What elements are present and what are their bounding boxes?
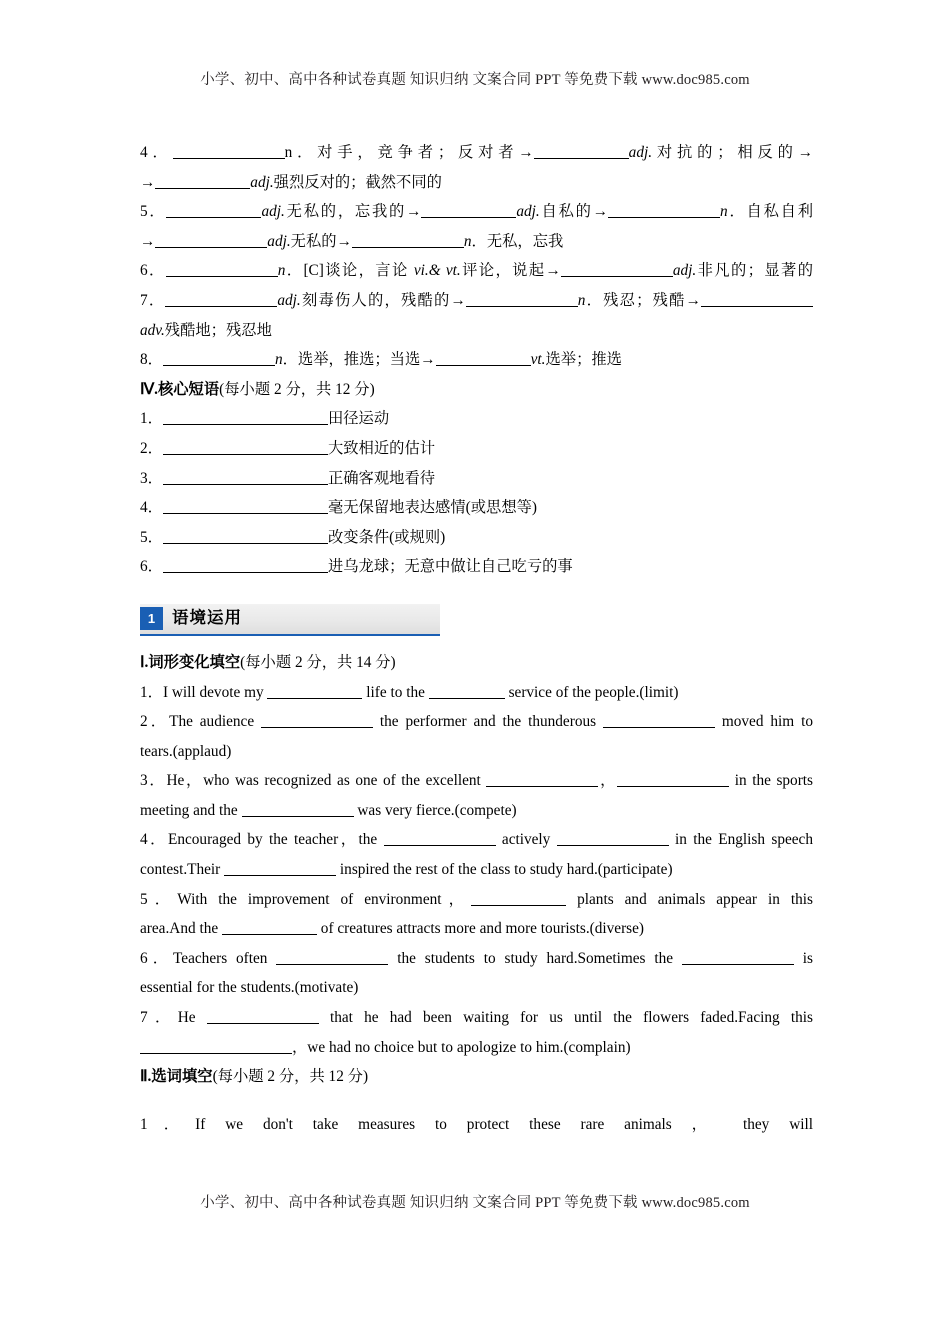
heading-roman: Ⅱ. <box>140 1068 152 1086</box>
item-text: He <box>177 1009 207 1027</box>
item-text: If we don't take measures to protect these rare animals ， they will <box>195 1115 813 1133</box>
item-text: 强烈反对的；截然不同的 <box>273 173 442 191</box>
heading-note: (每小题 2 分，共 14 分) <box>240 653 396 671</box>
word-formation-item-4-cont: → adj.强烈反对的；截然不同的 <box>140 173 442 191</box>
pos-tag: adv. <box>140 321 165 339</box>
item-number: 1． <box>140 1115 196 1133</box>
item-text: 评论，说起→ <box>460 262 561 280</box>
item-number: 5． <box>140 528 163 546</box>
heading-title: 词形变化填空 <box>148 653 241 671</box>
item-text: area.And the <box>140 920 222 938</box>
item-number: 4． <box>140 144 173 161</box>
heading-note: (每小题 2 分，共 12 分) <box>212 1068 369 1086</box>
item-text: 选举；推选 <box>545 351 622 369</box>
item-text: 正确客观地看待 <box>327 469 436 487</box>
part1-item-3-cont <box>140 796 813 826</box>
item-text: essential for the students.(motivate) <box>140 979 359 997</box>
fill-blank[interactable] <box>276 950 388 965</box>
part1-item-2-cont <box>140 737 813 767</box>
part1-item-7-cont <box>140 1033 813 1063</box>
pos-tag: adj. <box>516 203 540 221</box>
item-number: 2． <box>140 439 163 457</box>
word-formation-item-4 <box>140 138 813 168</box>
spacer <box>140 1092 813 1110</box>
core-phrase-item <box>140 523 813 553</box>
pos-tag: n <box>463 232 472 250</box>
item-number: 6． <box>140 262 166 280</box>
heading-title: 选词填空 <box>151 1068 213 1086</box>
item-text: 毫无保留地表达感情(或思想等) <box>327 499 538 517</box>
item-number: 5． <box>140 203 167 221</box>
pos-tag: adj. <box>628 144 653 161</box>
item-number: 4． <box>140 499 163 517</box>
item-text: contest.Their <box>140 861 225 879</box>
item-text: ．[C]谈论，言论 <box>285 262 414 280</box>
core-phrases-list <box>140 404 813 582</box>
pos-tag: adj. <box>261 203 285 221</box>
part1-item-2 <box>140 707 813 737</box>
pos-tag: adj. <box>250 173 274 191</box>
heading-note: (每小题 2 分，共 12 分) <box>219 380 375 398</box>
item-number: 6． <box>140 558 163 576</box>
fill-blank[interactable] <box>163 410 328 425</box>
word-formation-item-8 <box>140 345 813 375</box>
part1-item-6-cont <box>140 973 813 1003</box>
item-text: I will devote my <box>162 683 268 701</box>
item-text: He，who was recognized as one of the excellent <box>166 772 487 790</box>
fill-blank[interactable] <box>155 233 267 248</box>
fill-blank[interactable] <box>163 470 328 485</box>
part2-heading <box>140 1062 813 1092</box>
item-text: inspired the rest of the class to study hard.(participate) <box>336 861 673 879</box>
fill-blank[interactable] <box>163 440 328 455</box>
item-text: ．自私自利 <box>727 203 813 221</box>
item-text: the performer and the thunderous <box>373 713 603 731</box>
item-text: ，we had no choice but to apologize to him.(complain) <box>292 1038 631 1056</box>
word-formation-item-5 <box>140 197 813 227</box>
item-text: Teachers often <box>173 949 277 967</box>
item-text: of creatures attracts more and more tourists.(diverse) <box>316 920 645 938</box>
pos-tag: adj. <box>672 262 697 280</box>
fill-blank[interactable] <box>163 499 328 514</box>
fill-blank[interactable] <box>557 831 669 846</box>
fill-blank[interactable] <box>166 262 278 277</box>
item-text: was very fierce.(compete) <box>353 801 517 819</box>
item-text: The audience <box>169 713 262 731</box>
item-text: ．无私，忘我 <box>471 232 564 250</box>
part1-item-6 <box>140 944 813 974</box>
fill-blank[interactable] <box>163 351 275 366</box>
watermark-top: 小学、初中、高中各种试卷真题 知识归纳 文案合同 PPT 等免费下载 www.doc985.com <box>200 72 750 88</box>
item-number: 1． <box>140 683 163 701</box>
item-text: ．选举，推选；当选→ <box>282 351 436 369</box>
item-text: meeting and the <box>140 801 242 819</box>
fill-blank[interactable] <box>466 292 578 307</box>
part2-item-1 <box>140 1110 813 1140</box>
core-phrases-heading <box>140 375 813 405</box>
part1-item-4 <box>140 825 813 855</box>
fill-blank[interactable] <box>224 861 336 876</box>
word-formation-item-5-cont: → adj.无私的→ n．无私，忘我 <box>140 232 564 250</box>
item-text: plants and animals appear in this <box>566 890 813 908</box>
fill-blank[interactable] <box>682 950 794 965</box>
part1-item-5-cont <box>140 914 813 944</box>
pos-tag: vi.& vt. <box>413 262 461 280</box>
item-text: in the English speech <box>668 831 813 849</box>
item-text: Encouraged by the teacher，the <box>167 831 384 849</box>
pos-tag: n <box>577 291 586 309</box>
item-text: in the sports <box>729 772 814 790</box>
item-number: 1． <box>140 410 163 428</box>
item-text: that he had been waiting for us until the flowers faded.Facing this <box>318 1009 813 1027</box>
item-text: 刻毒伤人的，残酷的→ <box>300 291 466 309</box>
item-number: 6． <box>140 949 174 967</box>
item-text: life to the <box>362 683 429 701</box>
item-number: 3． <box>140 469 163 487</box>
fill-blank[interactable] <box>352 233 464 248</box>
fill-blank[interactable] <box>608 203 720 218</box>
fill-blank[interactable] <box>701 292 813 307</box>
part1-item-7 <box>140 1003 813 1033</box>
fill-blank[interactable] <box>486 772 598 787</box>
part1-item-3 <box>140 766 813 796</box>
fill-blank[interactable] <box>421 203 516 218</box>
part1-item-4-cont <box>140 855 813 885</box>
core-phrase-item <box>140 434 813 464</box>
item-text: 非凡的；显著的 <box>696 262 813 280</box>
word-formation-item-6 <box>140 256 813 286</box>
item-text: ， <box>598 772 618 790</box>
item-text: moved him to <box>714 713 813 731</box>
pos-tag: adj. <box>267 232 291 250</box>
part1-item-1 <box>140 678 813 708</box>
section-underline <box>140 634 440 636</box>
heading-roman: Ⅳ. <box>140 380 158 398</box>
item-text: 大致相近的估计 <box>327 439 436 457</box>
fill-blank[interactable] <box>163 529 328 544</box>
item-text: 自私的→ <box>539 203 609 221</box>
section-number: 1 <box>140 607 163 630</box>
item-text: ．残忍；残酷→ <box>585 291 701 309</box>
item-number: 8． <box>140 351 163 369</box>
pos-tag: n <box>277 262 286 280</box>
fill-blank[interactable] <box>222 920 317 935</box>
fill-blank[interactable] <box>242 802 354 817</box>
item-number: 3． <box>140 772 167 790</box>
fill-blank[interactable] <box>436 351 531 366</box>
fill-blank[interactable] <box>429 684 505 699</box>
fill-blank[interactable] <box>165 292 277 307</box>
item-text: 残酷地；残忍地 <box>164 321 272 339</box>
core-phrase-item <box>140 464 813 494</box>
fill-blank[interactable] <box>155 174 250 189</box>
fill-blank[interactable] <box>166 203 261 218</box>
pos-tag: n <box>274 351 283 369</box>
word-formation-item-7 <box>140 286 813 316</box>
item-text: With the improvement of environment， <box>177 890 472 908</box>
part1-item-5 <box>140 885 813 915</box>
word-formation-list <box>140 138 813 375</box>
fill-blank[interactable] <box>163 558 328 573</box>
item-text: 田径运动 <box>327 410 390 428</box>
document-content <box>140 138 813 1139</box>
item-text: 对抗的；相反的→ <box>652 144 813 161</box>
item-text: actively <box>495 831 557 849</box>
core-phrase-item <box>140 493 813 523</box>
pos-tag: adj. <box>277 291 301 309</box>
item-number: 5． <box>140 890 178 908</box>
fill-blank[interactable] <box>384 831 496 846</box>
fill-blank[interactable] <box>173 144 285 159</box>
item-text: is <box>793 949 814 967</box>
core-phrase-item <box>140 404 813 434</box>
item-number: 7． <box>140 291 166 309</box>
core-phrase-item <box>140 552 813 582</box>
pos-tag: n <box>720 203 728 221</box>
heading-roman: Ⅰ. <box>140 653 149 671</box>
item-text: 无私的，忘我的→ <box>284 203 422 221</box>
item-number: 2． <box>140 713 170 731</box>
heading-title: 核心短语 <box>157 380 220 398</box>
item-text: 改变条件(或规则) <box>327 528 446 546</box>
pos-tag: vt. <box>530 351 546 369</box>
item-text: tears.(applaud) <box>140 742 232 760</box>
watermark-bottom: 小学、初中、高中各种试卷真题 知识归纳 文案合同 PPT 等免费下载 www.doc985.com <box>200 1195 750 1211</box>
fill-blank[interactable] <box>267 684 362 699</box>
fill-blank[interactable] <box>617 772 729 787</box>
fill-blank[interactable] <box>207 1009 319 1024</box>
fill-blank[interactable] <box>603 713 715 728</box>
item-text: service of the people.(limit) <box>504 683 679 701</box>
section-title: 语境运用 <box>172 608 242 627</box>
fill-blank[interactable] <box>471 891 566 906</box>
item-number: 7． <box>140 1009 178 1027</box>
fill-blank[interactable] <box>561 262 673 277</box>
item-text: 无私的→ <box>290 232 352 250</box>
section-header <box>140 604 440 634</box>
item-text: the students to study hard.Sometimes the <box>388 949 682 967</box>
item-text: n．对手，竞争者；反对者→ <box>284 144 534 161</box>
item-number: 4． <box>140 831 168 849</box>
fill-blank[interactable] <box>261 713 373 728</box>
part1-heading <box>140 648 813 678</box>
item-text: 进乌龙球；无意中做让自己吃亏的事 <box>327 558 573 576</box>
word-formation-item-7-cont <box>140 316 813 346</box>
fill-blank[interactable] <box>534 144 629 159</box>
fill-blank[interactable] <box>140 1039 292 1054</box>
part1-list <box>140 678 813 1063</box>
